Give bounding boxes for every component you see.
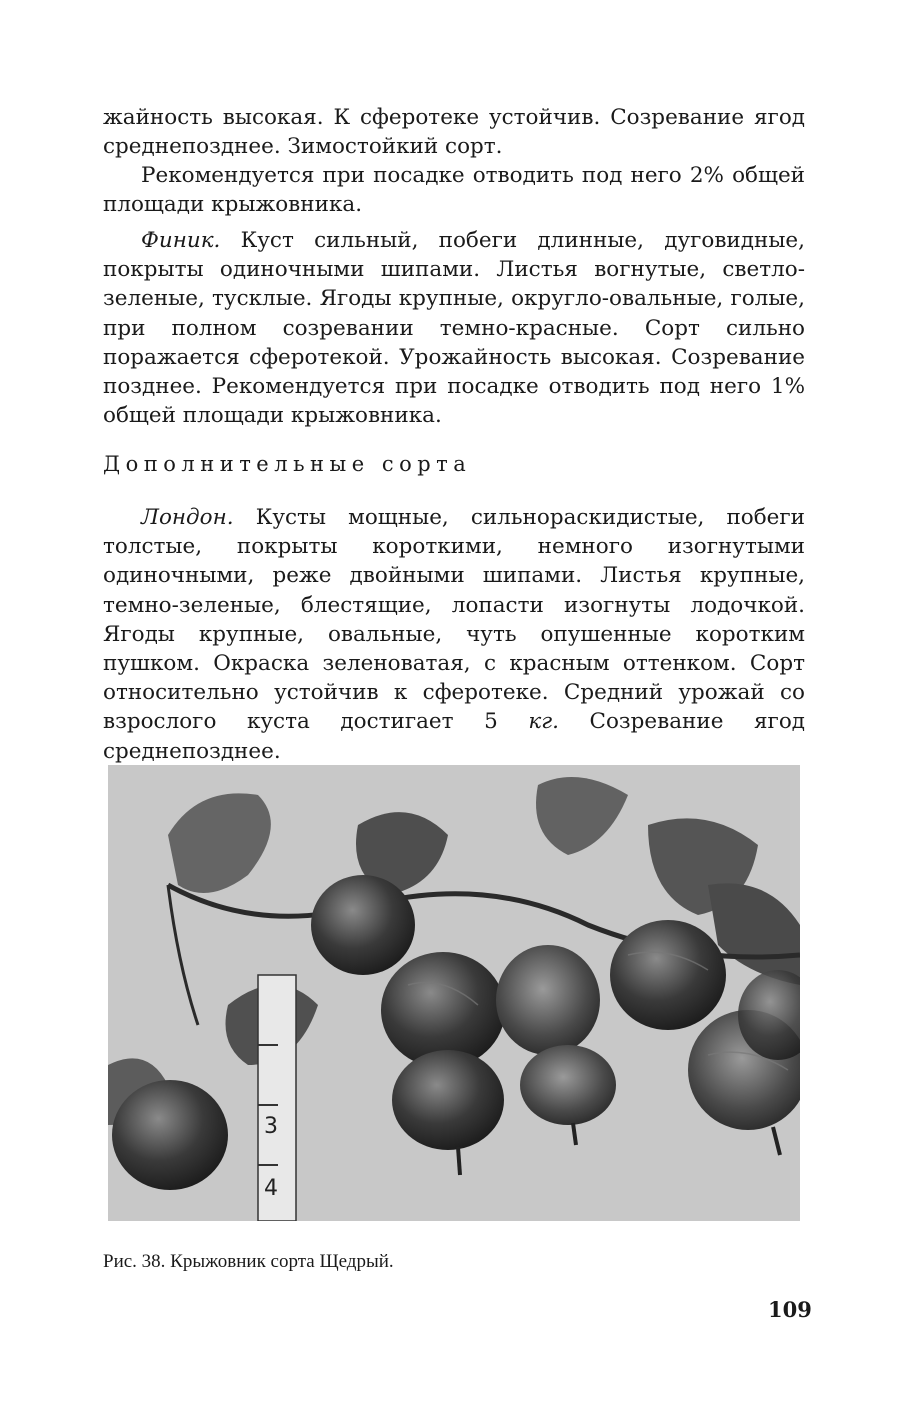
- variety-description-london-end: Созревание ягод среднепозднее.: [103, 709, 805, 764]
- paragraph-recommendation: Рекомендуется при посадке отводить под него 2% общей площади крыжовника.: [103, 163, 805, 218]
- variety-name-finik: Финик.: [141, 228, 221, 253]
- figure-caption: Рис. 38. Крыжовник сорта Щедрый.: [103, 1251, 394, 1272]
- section-heading: Дополнительные сорта: [103, 452, 472, 476]
- ruler-mark-4: 4: [264, 1176, 278, 1201]
- variety-name-london: Лондон.: [141, 505, 234, 530]
- variety-description-london: Кусты мощные, сильнораскидистые, побеги толстые, покрыты короткими, немного изогнутыми одиночными, реже двойными шипами. Листья крупные, темно-зеленые, блестящие, лопасти изогнуты лодочкой. Ягоды крупные, овальные, чуть опушенные коротким пушком. Окраска зеленоватая, с красным оттенком. Сорт относительно устойчив к сферотеке. Средний урожай со взрослого куста достигает 5: [103, 505, 805, 735]
- variety-description-finik: Куст сильный, побеги длинные, дуговидные, покрыты одиночными шипами. Листья вогнутые, светло-зеленые, тусклые. Ягоды крупные, округло-овальные, голые, при полном созревании темно-красные. Сорт сильно поражается сферотекой. Урожайность высокая. Созревание позднее. Рекомендуется при посадке отводить под него 1% общей площади крыжовника.: [103, 228, 805, 429]
- ruler-mark-3: 3: [264, 1114, 278, 1139]
- paragraph-variety-finik: [103, 226, 805, 430]
- paragraph-variety-london: [103, 503, 805, 766]
- gooseberry-illustration: [108, 765, 800, 1221]
- page-number: 109: [768, 1297, 812, 1322]
- unit-kg: кг.: [528, 709, 559, 735]
- gooseberry-photo: [108, 765, 800, 1221]
- paragraph-continued: жайность высокая. К сферотеке устойчив. Созревание ягод среднепозднее. Зимостойкий сорт.: [103, 105, 805, 160]
